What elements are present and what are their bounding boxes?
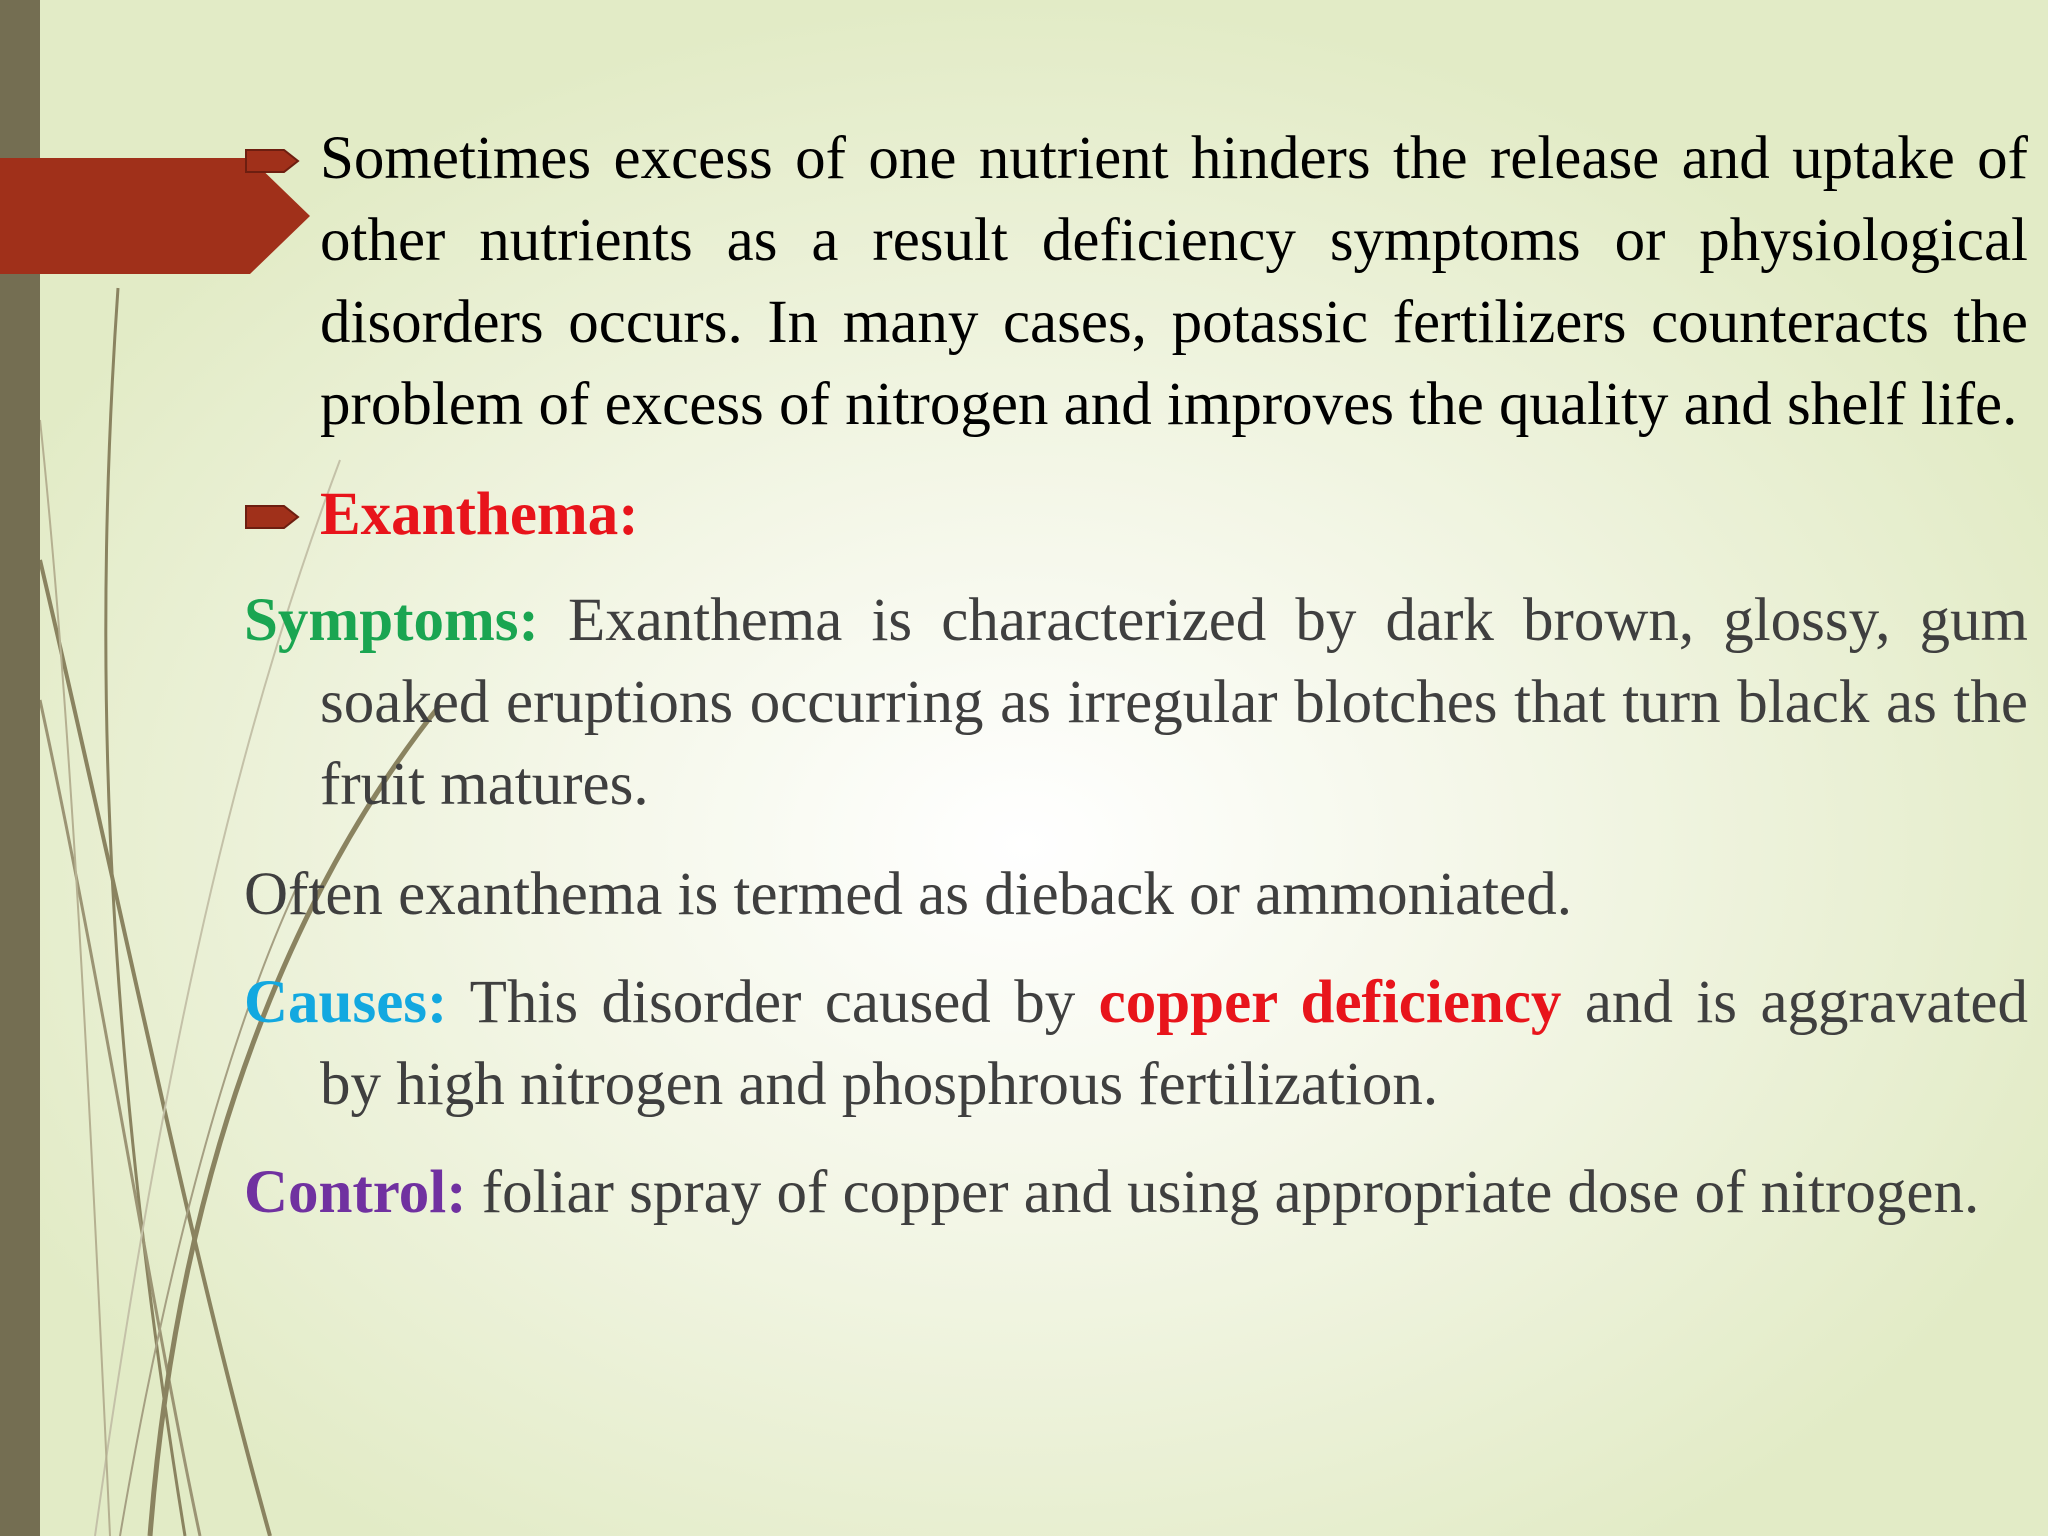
control-text: foliar spray of copper and using appropriate dose of nitrogen. (466, 1159, 1980, 1226)
bullet-paragraph-nutrients (244, 118, 2028, 446)
causes-text-before: This disorder caused by (447, 969, 1099, 1036)
causes-paragraph (244, 962, 2028, 1126)
copper-deficiency-highlight: copper deficiency (1098, 969, 1562, 1036)
causes-text-after: and is aggravated by high nitrogen and phosphrous fertilization. (320, 969, 2029, 1118)
often-text: Often exanthema is termed as dieback or ammoniated. (244, 861, 1572, 928)
arrow-bullet-icon (244, 146, 300, 176)
symptoms-label: Symptoms: (244, 587, 539, 654)
arrow-bullet-icon (244, 502, 300, 532)
causes-label: Causes: (244, 969, 448, 1036)
bullet-exanthema (244, 474, 2028, 556)
symptoms-paragraph (244, 580, 2028, 826)
nutrients-text: Sometimes excess of one nutrient hinders the release and uptake of other nutrients as a result deficiency symptoms or physiological disorders occurs. In many cases, potassic fertilizers counteracts the problem of excess of nitrogen and improves the quality and shelf life. (320, 125, 2028, 438)
symptoms-text: Exanthema is characterized by dark brown, glossy, gum soaked eruptions occurring as irregular blotches that turn black as the fruit matures. (320, 587, 2028, 818)
control-paragraph (244, 1152, 2028, 1234)
exanthema-heading: Exanthema: (320, 481, 639, 548)
often-paragraph (244, 854, 2028, 936)
slide-content (244, 118, 2028, 1234)
control-label: Control: (244, 1159, 467, 1226)
